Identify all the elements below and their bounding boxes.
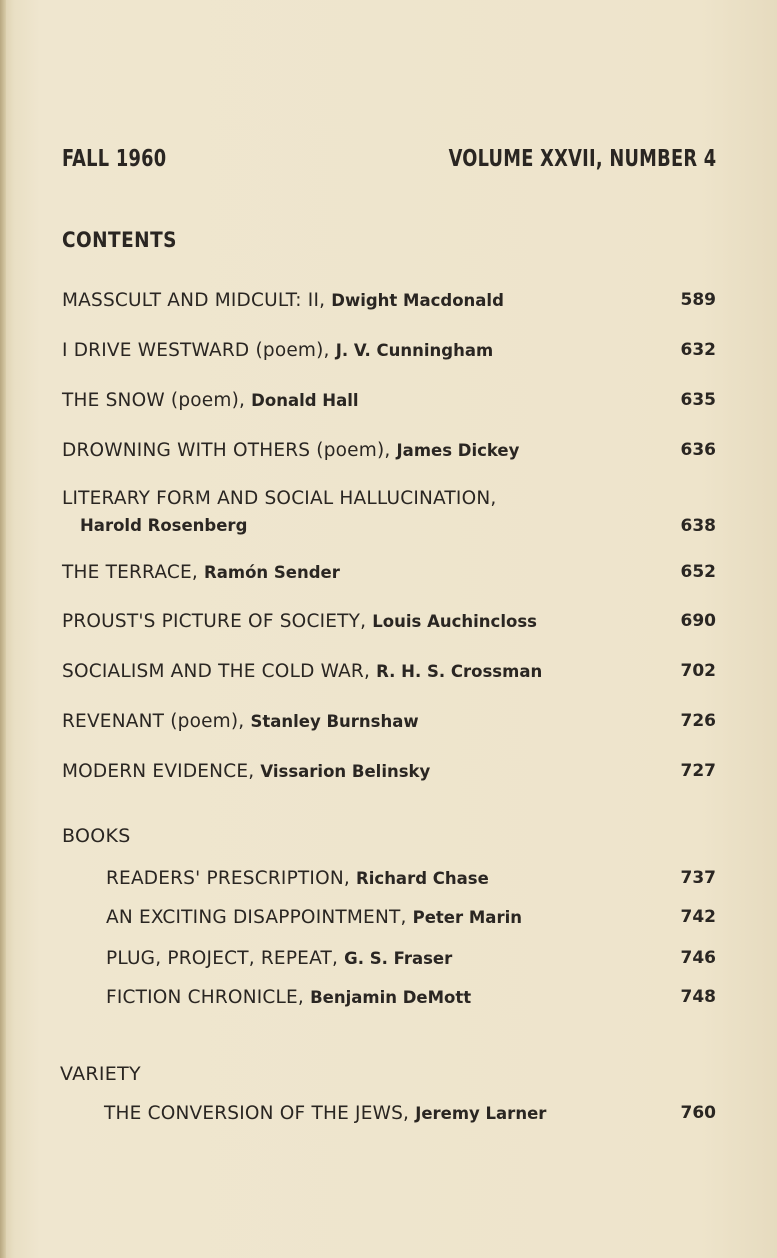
entry-page: 726	[680, 711, 716, 731]
entry-author: Vissarion Belinsky	[260, 762, 431, 781]
entry-page: 748	[680, 987, 716, 1007]
toc-entry	[62, 290, 716, 320]
book-spine-edge	[0, 0, 6, 1258]
entry-title: THE TERRACE,	[62, 562, 205, 583]
entry-page: 760	[680, 1103, 716, 1123]
toc-entry	[62, 611, 716, 641]
entry-page: 636	[680, 440, 716, 460]
toc-entry	[106, 868, 716, 898]
entry-author: Richard Chase	[356, 869, 489, 888]
entry-author: James Dickey	[396, 441, 520, 460]
toc-entry	[62, 761, 716, 791]
entry-title: THE SNOW (poem),	[62, 390, 252, 411]
toc-entry	[62, 440, 716, 470]
entry-page: 702	[680, 661, 716, 681]
entry-title: MODERN EVIDENCE,	[62, 761, 261, 782]
entry-title: LITERARY FORM AND SOCIAL HALLUCINATION,	[62, 488, 497, 509]
issue-date: FALL 1960	[62, 146, 167, 172]
entry-author: Dwight Macdonald	[331, 291, 504, 310]
entry-page: 727	[680, 761, 716, 781]
entry-title: THE CONVERSION OF THE JEWS,	[104, 1103, 416, 1124]
toc-entry	[106, 987, 716, 1017]
contents-heading: CONTENTS	[62, 228, 177, 252]
entry-page: 632	[680, 340, 716, 360]
entry-author: R. H. S. Crossman	[376, 662, 543, 681]
entry-author: G. S. Fraser	[344, 949, 453, 968]
entry-page: 746	[680, 948, 716, 968]
entry-author: Benjamin DeMott	[310, 988, 472, 1007]
entry-title: AN EXCITING DISAPPOINTMENT,	[106, 907, 413, 928]
books-heading: BOOKS	[62, 825, 131, 847]
toc-entry	[62, 562, 716, 592]
variety-heading: VARIETY	[60, 1063, 141, 1085]
entry-page: 638	[680, 516, 716, 536]
entry-author: Louis Auchincloss	[372, 612, 537, 631]
toc-entry	[106, 948, 716, 978]
entry-title: DROWNING WITH OTHERS (poem),	[62, 440, 397, 461]
toc-entry	[106, 907, 716, 937]
entry-page: 737	[680, 868, 716, 888]
entry-author: Jeremy Larner	[415, 1104, 547, 1123]
entry-author: Stanley Burnshaw	[250, 712, 419, 731]
entry-title: FICTION CHRONICLE,	[106, 987, 311, 1008]
entry-title: SOCIALISM AND THE COLD WAR,	[62, 661, 377, 682]
entry-title: MASSCULT AND MIDCULT: II,	[62, 290, 332, 311]
entry-title: READERS' PRESCRIPTION,	[106, 868, 357, 889]
entry-page: 690	[680, 611, 716, 631]
entry-page: 652	[680, 562, 716, 582]
entry-title: I DRIVE WESTWARD (poem),	[62, 340, 336, 361]
entry-page: 635	[680, 390, 716, 410]
volume-number: VOLUME XXVII, NUMBER 4	[448, 146, 716, 172]
toc-entry	[62, 340, 716, 370]
entry-title: PLUG, PROJECT, REPEAT,	[106, 948, 345, 969]
toc-entry	[62, 661, 716, 691]
entry-page: 589	[680, 290, 716, 310]
entry-title: REVENANT (poem),	[62, 711, 251, 732]
entry-author: Harold Rosenberg	[80, 516, 248, 535]
toc-entry	[62, 390, 716, 420]
entry-author: Peter Marin	[412, 908, 522, 927]
toc-entry	[62, 711, 716, 741]
issue-header	[62, 146, 716, 180]
toc-entry	[104, 1103, 716, 1133]
toc-entry	[62, 488, 716, 546]
entry-title: PROUST'S PICTURE OF SOCIETY,	[62, 611, 373, 632]
entry-author: J. V. Cunningham	[335, 341, 494, 360]
entry-author: Donald Hall	[251, 391, 359, 410]
entry-page: 742	[680, 907, 716, 927]
entry-author: Ramón Sender	[204, 563, 340, 582]
